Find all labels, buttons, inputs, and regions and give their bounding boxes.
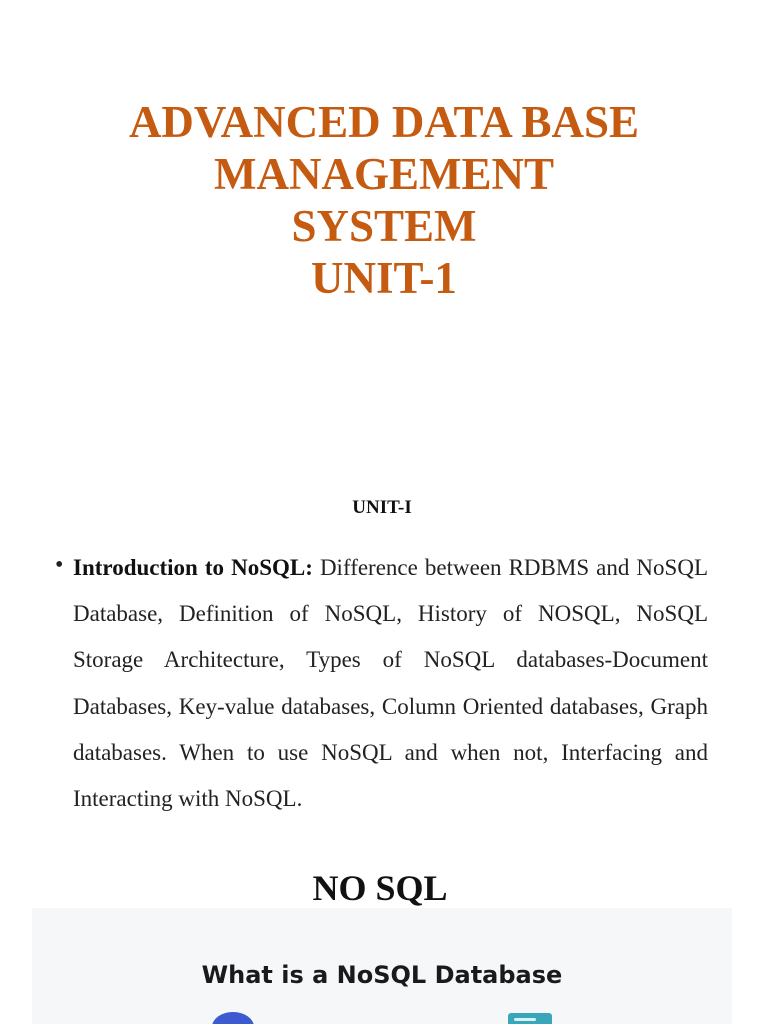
syllabus-body: Difference between RDBMS and NoSQL Database, Definition of NoSQL, History of NOSQL, NoSQL Storage Architecture, Types of NoSQL databases-Document Databases, Key-value databases, Column Oriented databases, Graph databases. When to use NoSQL and when not, Interfacing and Interacting with NoSQL.	[73, 555, 708, 812]
syllabus-lead: Introduction to NoSQL:	[73, 555, 313, 580]
title-line-2: MANAGEMENT	[214, 149, 554, 199]
title-line-3: SYSTEM	[291, 201, 477, 251]
nosql-figure	[32, 908, 732, 1024]
document-title	[0, 96, 768, 304]
bullet-icon: •	[55, 552, 64, 578]
figure-title: What is a NoSQL Database	[201, 961, 563, 989]
unit-heading: UNIT-I	[352, 497, 412, 518]
server-icon	[508, 1013, 552, 1024]
title-line-4: UNIT-1	[311, 253, 457, 303]
section-title: NO SQL	[312, 868, 448, 908]
database-icon	[212, 1012, 254, 1024]
syllabus-paragraph	[73, 545, 708, 822]
title-line-1: ADVANCED DATA BASE	[128, 97, 640, 147]
